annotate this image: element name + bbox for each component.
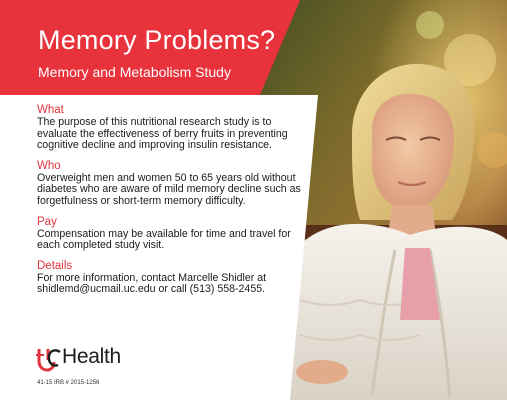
page-title: Memory Problems?: [38, 25, 276, 55]
section-what: [37, 104, 302, 152]
irb-code: 41-15 IRB # 2015-1256: [37, 380, 100, 386]
section-text: Overweight men and women 50 to 65 years old without diabetes who are aware of mild memory decline such as forgetfulness or short-term memory difficulty.: [37, 171, 301, 207]
section-heading: Who: [37, 159, 61, 172]
page-subtitle: Memory and Metabolism Study: [38, 64, 231, 80]
section-text: For more information, contact Marcelle Shidler at shidlemd@ucmail.uc.edu or call (513) 558-2455.: [37, 271, 267, 296]
section-text: The purpose of this nutritional research study is to evaluate the effectiveness of berry fruits in preventing cognitive decline and improving insulin resistance.: [37, 116, 288, 152]
logo-text: Health: [62, 345, 121, 368]
section-who: [37, 160, 302, 208]
section-text: Compensation may be available for time and travel for each completed study visit.: [37, 227, 291, 252]
section-heading: What: [37, 104, 64, 116]
section-details: [37, 260, 302, 296]
section-heading: Pay: [37, 215, 57, 228]
study-details: [37, 104, 302, 304]
section-heading: Details: [37, 259, 73, 272]
section-pay: [37, 216, 302, 252]
